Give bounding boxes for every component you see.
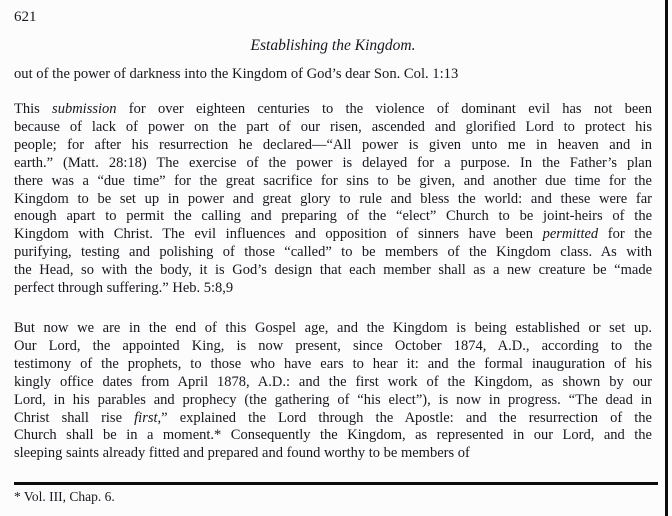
- running-title: Establishing the Kingdom.: [250, 37, 416, 54]
- text-line: perfect through suffering.” Heb. 5:8,9: [14, 280, 234, 297]
- text-line: because of lack of power on the part of our risen, ascended and glorified Lord to protect his: [14, 118, 652, 135]
- text-line: earth.” (Matt. 28:18) The exercise of the power is delayed for a purpose. In the Father’s plan: [14, 154, 652, 171]
- footnote-divider: [14, 482, 658, 485]
- text-line: the Head, so with the body, it is God’s design that each member shall as a new creature be “made: [14, 262, 652, 279]
- page-right-edge: [665, 0, 668, 516]
- text-line: But now we are in the end of this Gospel age, and the Kingdom is being established or set up.: [14, 319, 652, 336]
- text-line: enough apart to permit the calling and preparing of the “elect” Church to be joint-heirs of the: [14, 208, 652, 225]
- text-line: people; for after his resurrection he declared—“All power is given unto me in heaven and in: [14, 136, 652, 153]
- text-line: purifying, testing and polishing of those “called” to be members of the Kingdom class. As with: [14, 244, 652, 261]
- page-number: 621: [14, 9, 37, 25]
- text-line: Our Lord, the appointed King, is now present, since October 1874, A.D., according to the: [14, 337, 652, 354]
- text-line: kingly office dates from April 1878, A.D.: and the first work of the Kingdom, as shown by our: [14, 373, 652, 390]
- text-line: sleeping saints already fitted and prepared and found worthy to be members of: [14, 445, 470, 462]
- text-line: testimony of the prophets, to those who have ears to hear it: and the formal inauguration of his: [14, 355, 652, 372]
- text-line: Christ shall rise first,” explained the Lord through the Apostle: and the resurrection of the: [14, 409, 652, 426]
- text-line: there was a “due time” for the great sacrifice for sins to be given, and another due time for the: [14, 172, 652, 189]
- carryover-line: out of the power of darkness into the Kingdom of God’s dear Son. Col. 1:13: [14, 66, 459, 82]
- text-line: Kingdom with Christ. The evil influences and opposition of sinners have been permitted for the: [14, 226, 653, 243]
- body-paragraph-2: [14, 320, 652, 463]
- body-paragraph-1: [14, 101, 652, 298]
- footnote-text: * Vol. III, Chap. 6.: [14, 489, 115, 505]
- text-line: Kingdom to be set up in power and great glory to rule and bless the world: and these were far: [14, 190, 652, 207]
- text-line: Lord, in his parables and prophecy (the gathering of “his elect”), is now in progress. “The dead in: [14, 391, 652, 408]
- text-line: Church shall be in a moment.* Consequently the Kingdom, as represented in our Lord, and the: [14, 427, 652, 444]
- text-line: This submission for over eighteen centuries to the violence of dominant evil has not been: [14, 101, 652, 117]
